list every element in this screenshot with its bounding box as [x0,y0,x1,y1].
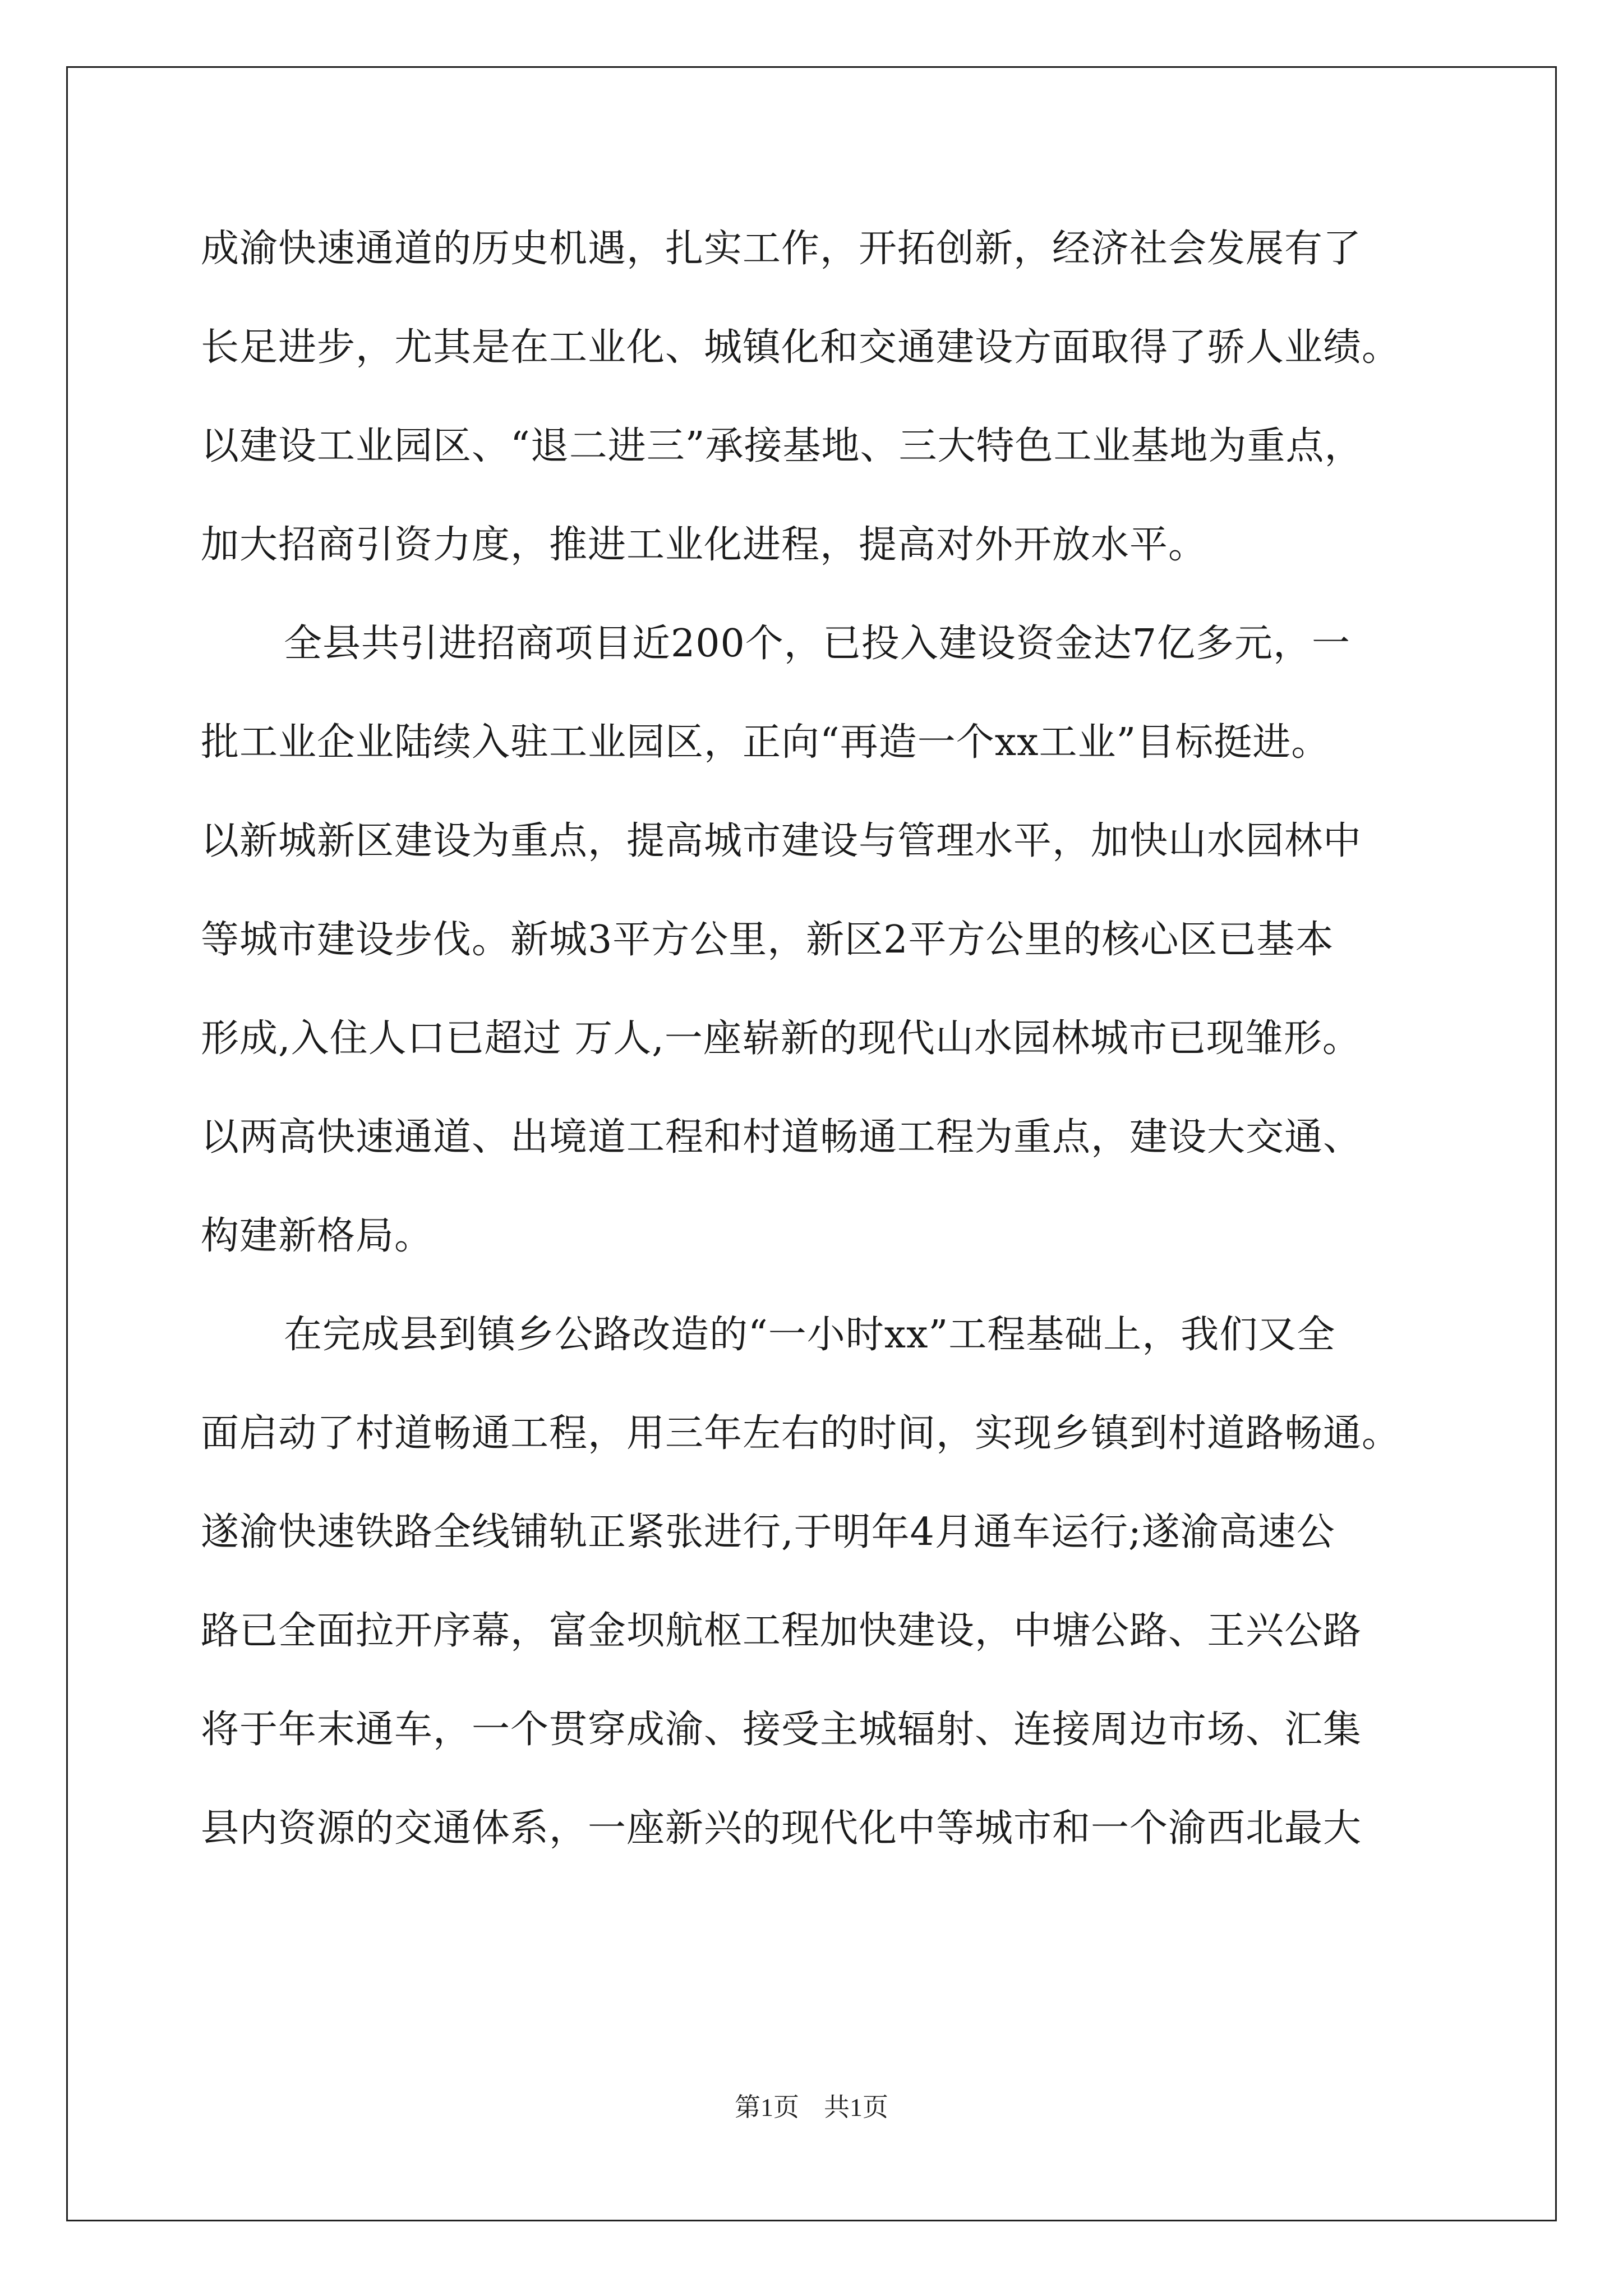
text-line: 等城市建设步伐。新城3平方公里，新区2平方公里的核心区已基本 [201,918,1334,962]
page-footer [0,2087,1623,2124]
text-line: 县内资源的交通体系，一座新兴的现代化中等城市和一个渝西北最大 [201,1806,1362,1851]
text-line: 以新城新区建设为重点，提高城市建设与管理水平，加快山水园林中 [201,819,1362,863]
text-line: 以建设工业园区、“退二进三”承接基地、三大特色工业基地为重点， [201,424,1363,468]
text-line-paragraph-start: 全县共引进招商项目近200个，已投入建设资金达7亿多元，一 [284,622,1351,666]
text-line: 形成,入住人口已超过 万人,一座崭新的现代山水园林城市已现雏形。 [201,1016,1361,1061]
text-line-paragraph-start: 在完成县到镇乡公路改造的“一小时xx”工程基础上，我们又全 [284,1313,1336,1357]
document-body [201,200,1435,1878]
text-line: 加大招商引资力度，推进工业化进程，提高对外开放水平。 [201,523,1207,567]
text-line: 构建新格局。 [201,1214,434,1258]
text-line: 以两高快速通道、出境道工程和村道畅通工程为重点，建设大交通、 [201,1115,1362,1159]
text-line: 批工业企业陆续入驻工业园区，正向“再造一个xx工业”目标挺进。 [201,720,1330,765]
text-line: 将于年末通车，一个贯穿成渝、接受主城辐射、连接周边市场、汇集 [201,1708,1362,1752]
text-line: 遂渝快速铁路全线铺轨正紧张进行,于明年4月通车运行;遂渝高速公 [201,1510,1335,1554]
text-line: 成渝快速通道的历史机遇，扎实工作，开拓创新，经济社会发展有了 [201,227,1362,271]
text-line: 长足进步，尤其是在工业化、城镇化和交通建设方面取得了骄人业绩。 [201,325,1401,370]
text-line: 面启动了村道畅通工程，用三年左右的时间，实现乡镇到村道路畅通。 [201,1411,1401,1456]
page-number: 第1页 [735,2093,799,2122]
page-total: 共1页 [824,2093,888,2122]
text-line: 路已全面拉开序幕，富金坝航枢工程加快建设，中塘公路、王兴公路 [201,1609,1362,1653]
